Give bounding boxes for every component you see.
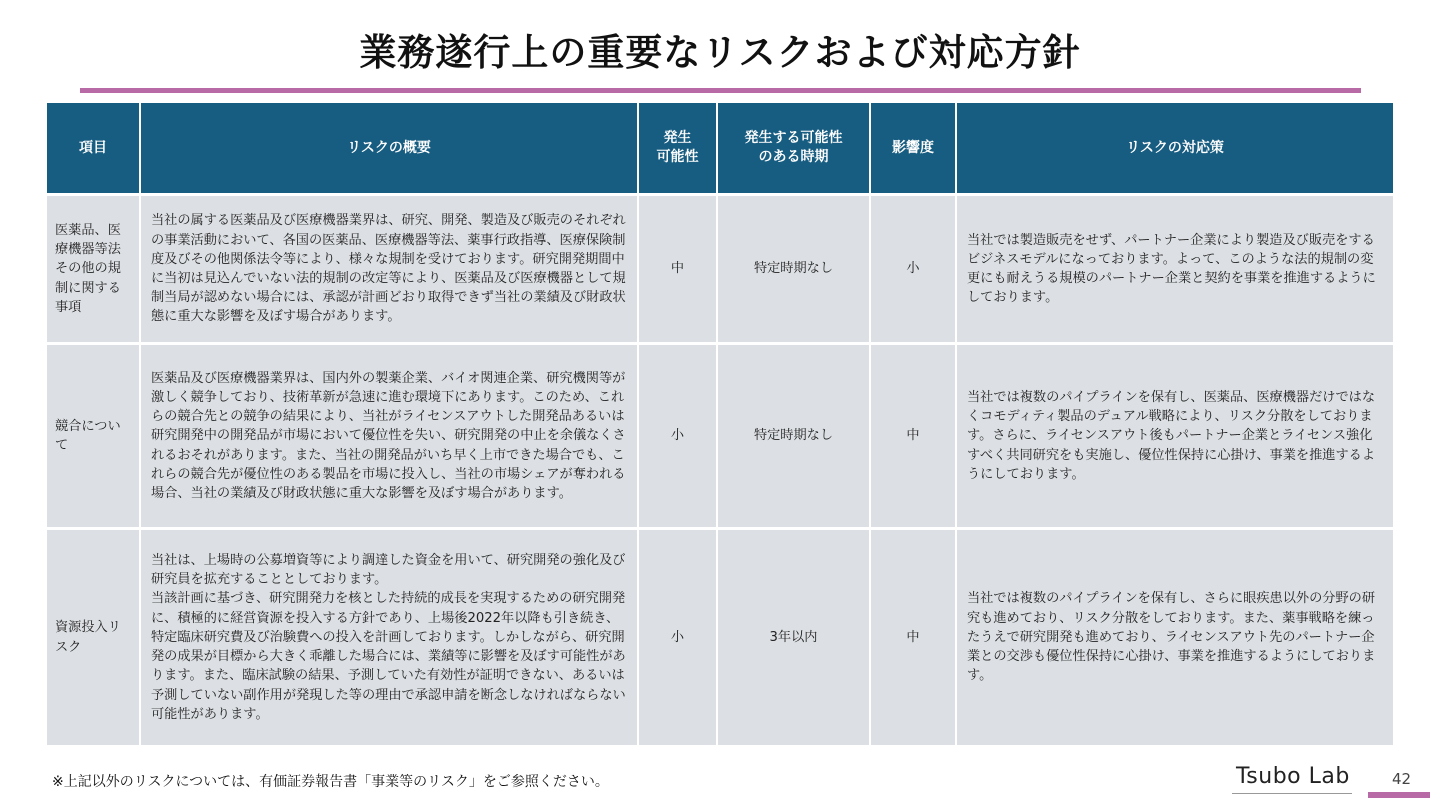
- table-row: [47, 344, 1393, 529]
- cell-summary: 当社の属する医薬品及び医療機器業界は、研究、開発、製造及び販売のそれぞれの事業活動において、各国の医薬品、医療機器等法、薬事行政指導、医療保険制度及びその他関係法令等により、様々な規制を受けております。研究開発期間中に当初は見込んでいない法的規制の改定等により、医薬品及び医療機器として規制当局が認めない場合には、承認が計画どおり取得できず当社の業績及び財政状態に重大な影響を及ぼす場合があります。: [140, 195, 638, 344]
- risk-table: [47, 103, 1393, 745]
- page-title: 業務遂行上の重要なリスクおよび対応方針: [359, 31, 1081, 74]
- cell-item: 競合について: [47, 344, 140, 529]
- header-summary: リスクの概要: [140, 103, 638, 195]
- cell-impact: 中: [870, 344, 956, 529]
- table-row: [47, 529, 1393, 746]
- page-accent-bar: [1368, 792, 1430, 798]
- cell-likelihood: 小: [638, 529, 717, 746]
- cell-timing: 特定時期なし: [717, 344, 870, 529]
- table-header-row: [47, 103, 1393, 195]
- header-response: リスクの対応策: [956, 103, 1393, 195]
- logo-underline: [1232, 793, 1352, 794]
- cell-timing: 特定時期なし: [717, 195, 870, 344]
- header-impact: 影響度: [870, 103, 956, 195]
- title-underline: [80, 88, 1361, 93]
- header-item: 項目: [47, 103, 140, 195]
- header-timing: 発生する可能性 のある時期: [717, 103, 870, 195]
- cell-summary: 医薬品及び医療機器業界は、国内外の製薬企業、バイオ関連企業、研究機関等が激しく競争しており、技術革新が急速に進む環境下にあります。このため、これらの競合先との競争の結果により、当社がライセンスアウトした開発品あるいは研究開発中の開発品が市場において優位性を失い、研究開発の中止を余儀なくされるおそれがあります。また、当社の開発品がいち早く上市できた場合でも、これらの競合先が優位性のある製品を市場に投入し、当社の市場シェアが奪われる場合、当社の業績及び財政状態に重大な影響を及ぼす場合があります。: [140, 344, 638, 529]
- cell-impact: 中: [870, 529, 956, 746]
- cell-likelihood: 中: [638, 195, 717, 344]
- page-number: 42: [1392, 770, 1412, 788]
- cell-timing: 3年以内: [717, 529, 870, 746]
- cell-likelihood: 小: [638, 344, 717, 529]
- footnote: ※上記以外のリスクについては、有価証券報告書「事業等のリスク」をご参照ください。: [52, 774, 609, 790]
- cell-item: 医薬品、医療機器等法その他の規制に関する事項: [47, 195, 140, 344]
- header-likelihood: 発生 可能性: [638, 103, 717, 195]
- cell-summary: 当社は、上場時の公募増資等により調達した資金を用いて、研究開発の強化及び研究員を拡充することとしております。 当該計画に基づき、研究開発力を核とした持続的成長を実現するための研究開発に、積極的に経営資源を投入する方針であり、上場後2022年以降も引き続き、特定臨床研究費及び治験費への投入を計画しております。しかしながら、研究開発の成果が目標から大きく乖離した場合には、業績等に影響を及ぼす可能性があります。また、臨床試験の結果、予測していた有効性が証明できない、あるいは予測していない副作用が発現した等の理由で承認申請を断念しなければならない可能性があります。: [140, 529, 638, 746]
- table-row: [47, 195, 1393, 344]
- tsubo-lab-logo: Tsubo Lab: [1236, 764, 1350, 789]
- cell-response: 当社では複数のパイプラインを保有し、医薬品、医療機器だけではなくコモディティ製品のデュアル戦略により、リスク分散をしております。さらに、ライセンスアウト後もパートナー企業とライセンス強化すべく共同研究をも実施し、優位性保持に心掛け、事業を推進するようにしております。: [956, 344, 1393, 529]
- cell-impact: 小: [870, 195, 956, 344]
- cell-response: 当社では複数のパイプラインを保有し、さらに眼疾患以外の分野の研究も進めており、リスク分散をしております。また、薬事戦略を練ったうえで研究開発も進めており、ライセンスアウト先のパートナー企業との交渉も優位性保持に心掛け、事業を推進するようにしております。: [956, 529, 1393, 746]
- cell-response: 当社では製造販売をせず、パートナー企業により製造及び販売をするビジネスモデルになっております。よって、このような法的規制の変更にも耐えうる規模のパートナー企業と契約を事業を推進するようにしております。: [956, 195, 1393, 344]
- cell-item: 資源投入リスク: [47, 529, 140, 746]
